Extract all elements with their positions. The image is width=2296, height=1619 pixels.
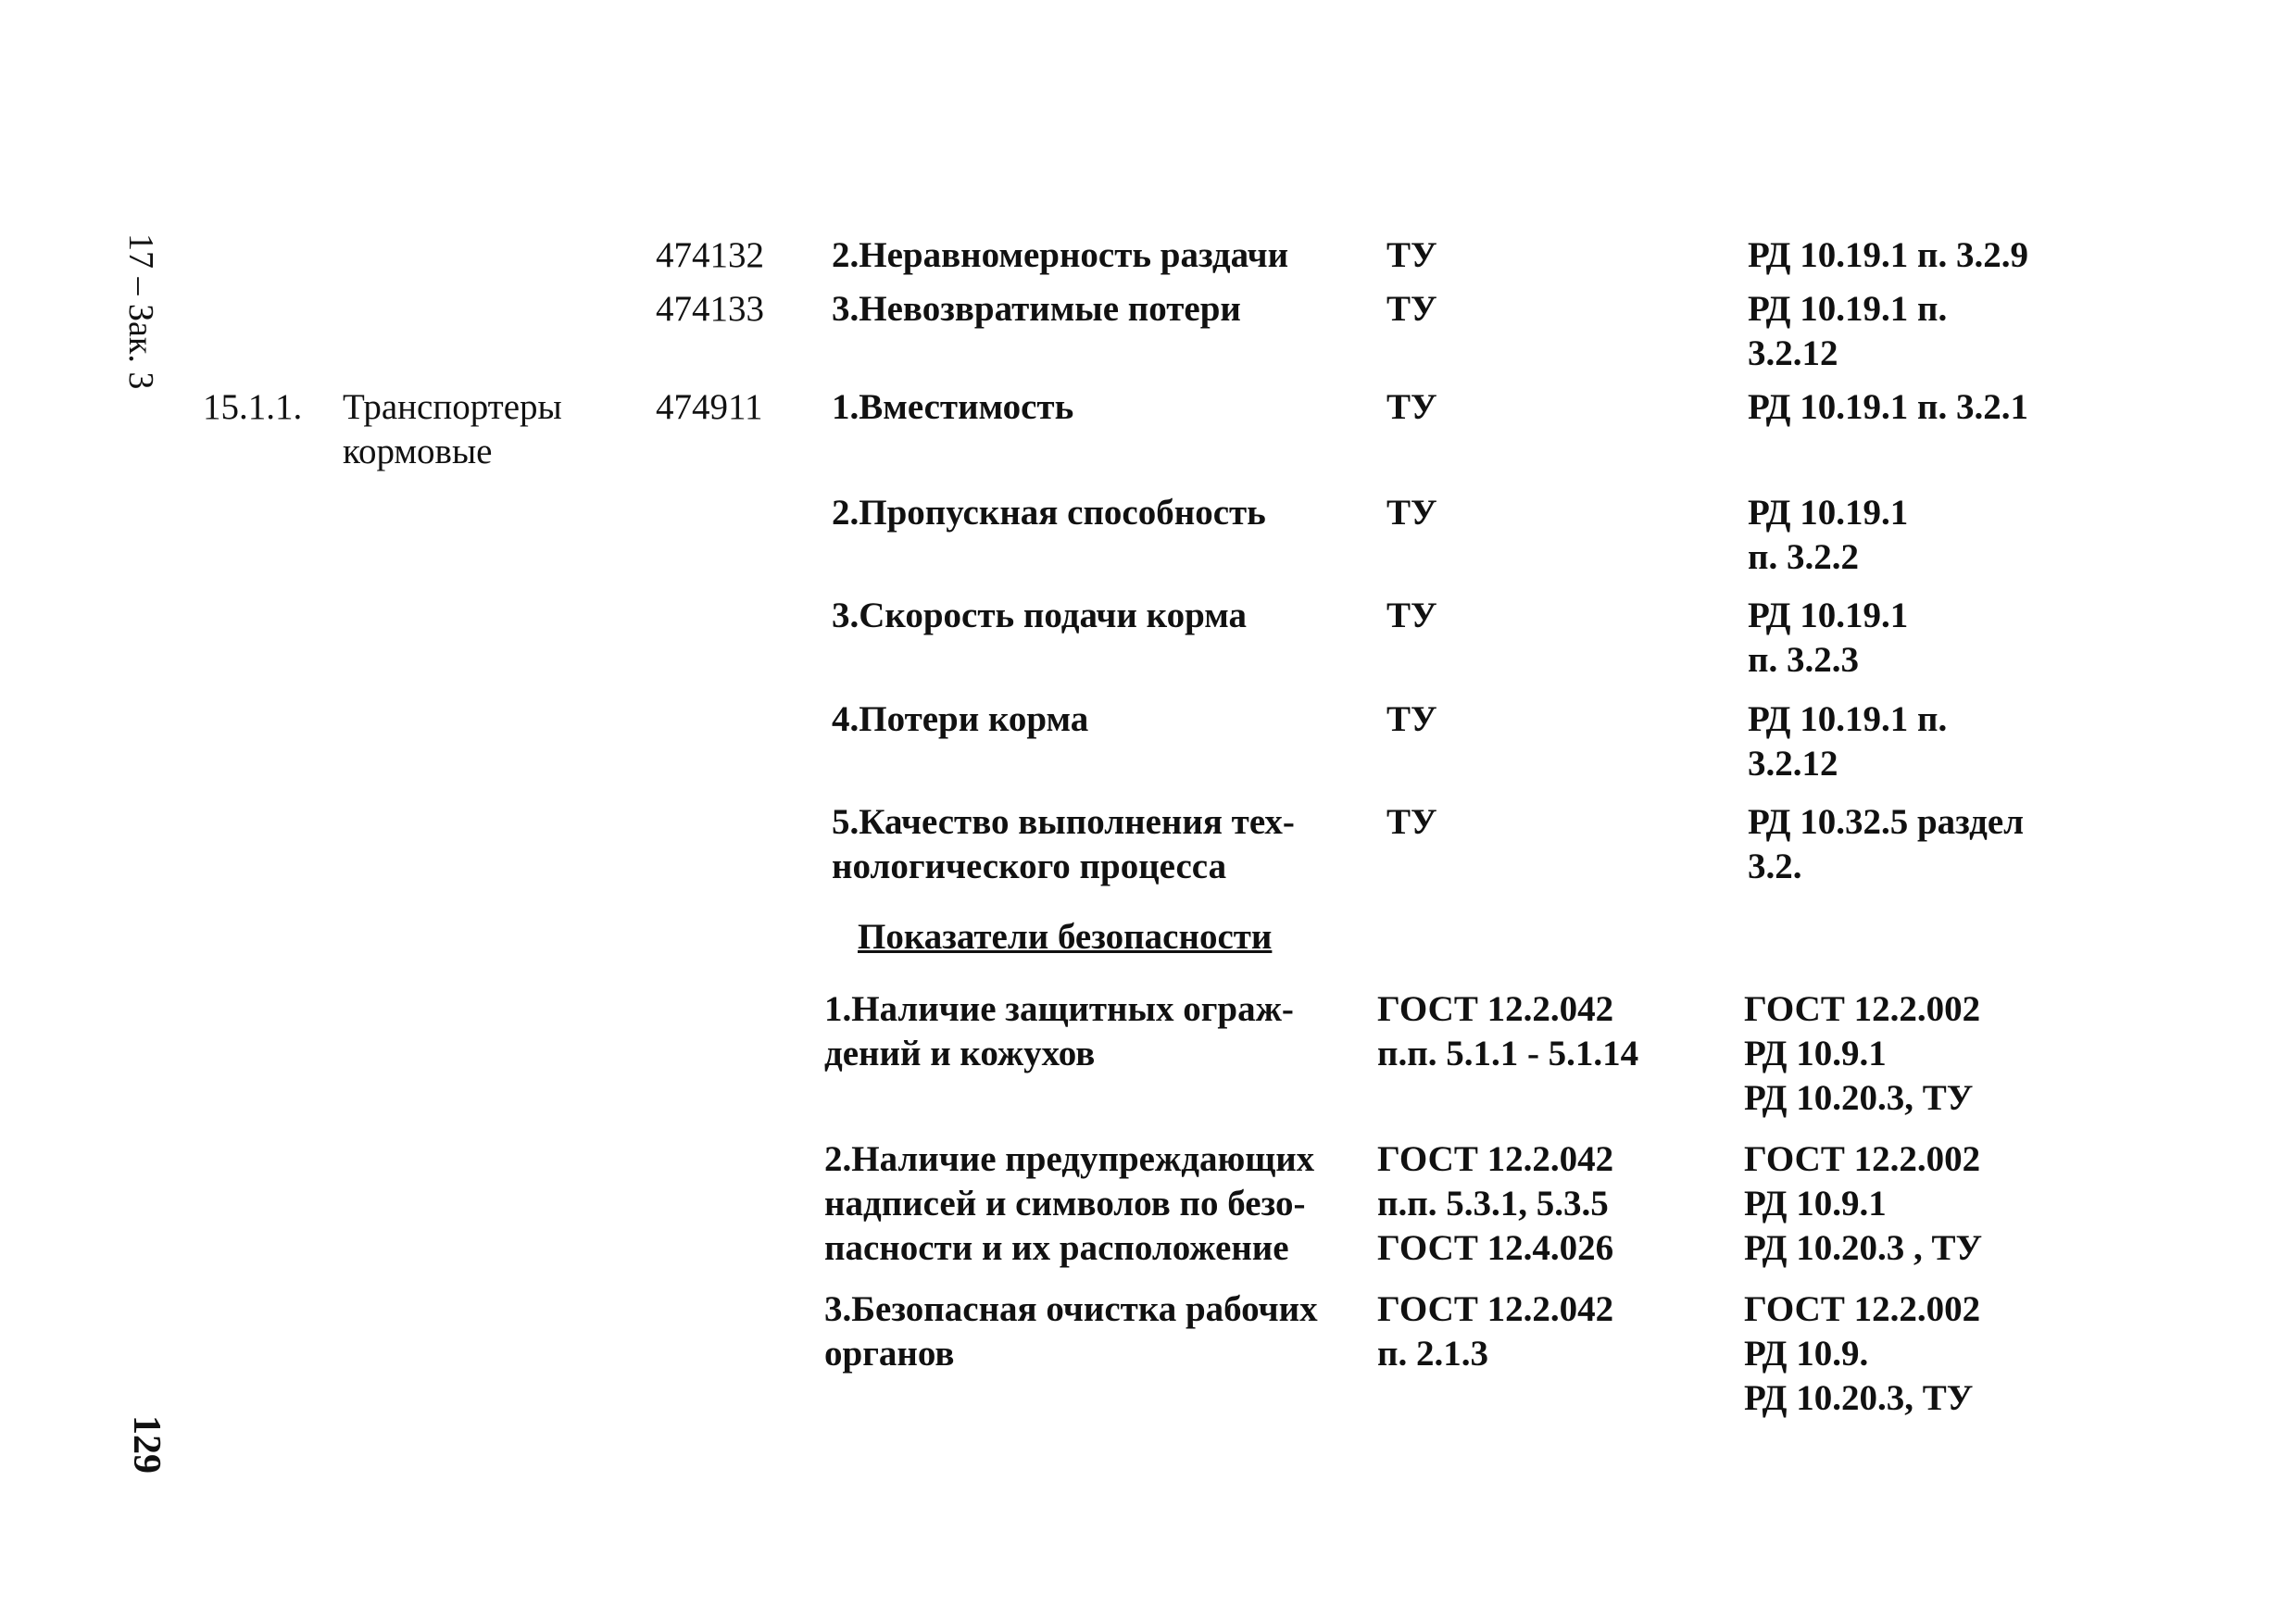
safety-indicator: 2.Наличие предупреждающих надписей и символов по безо- пасности и их расположение: [824, 1139, 1315, 1268]
test-method: РД 10.19.1 п. 3.2.3: [1748, 596, 1909, 680]
item-number: 15.1.1.: [203, 387, 303, 427]
indicator: 4.Потери корма: [832, 699, 1089, 739]
indicator: 1.Вместимость: [832, 387, 1074, 427]
safety-requirement: ГОСТ 12.2.042 п.п. 5.3.1, 5.3.5 ГОСТ 12.4.026: [1377, 1139, 1614, 1268]
requirement: ТУ: [1386, 596, 1437, 635]
page-number: 129: [125, 1415, 168, 1474]
safety-requirement: ГОСТ 12.2.042 п. 2.1.3: [1377, 1289, 1614, 1374]
requirement: ТУ: [1386, 802, 1437, 842]
safety-test-method: ГОСТ 12.2.002 РД 10.9.1 РД 10.20.3 , ТУ: [1744, 1139, 1983, 1268]
item-name: Транспортеры кормовые: [343, 387, 562, 471]
requirement: ТУ: [1386, 493, 1437, 533]
requirement: ТУ: [1386, 699, 1437, 739]
indicator: 5.Качество выполнения тех- нологического процесса: [832, 802, 1295, 886]
item-code: 474133: [656, 289, 764, 329]
safety-indicator: 1.Наличие защитных ограж- дений и кожухов: [824, 989, 1294, 1073]
test-method: РД 10.19.1 п. 3.2.2: [1748, 493, 1909, 577]
indicator: 3.Невозвратимые потери: [832, 289, 1241, 329]
safety-test-method: ГОСТ 12.2.002 РД 10.9.1 РД 10.20.3, ТУ: [1744, 989, 1981, 1118]
test-method: РД 10.19.1 п. 3.2.12: [1748, 289, 1948, 373]
test-method: РД 10.32.5 раздел 3.2.: [1748, 802, 2025, 886]
margin-note: 17 – Зак. 3: [121, 233, 160, 390]
item-code: 474911: [656, 387, 763, 427]
safety-requirement: ГОСТ 12.2.042 п.п. 5.1.1 - 5.1.14: [1377, 989, 1639, 1073]
indicator: 2.Пропускная способность: [832, 493, 1266, 533]
requirement: ТУ: [1386, 289, 1437, 329]
safety-indicator: 3.Безопасная очистка рабочих органов: [824, 1289, 1318, 1374]
test-method: РД 10.19.1 п. 3.2.1: [1748, 387, 2028, 427]
test-method: РД 10.19.1 п. 3.2.12: [1748, 699, 1948, 784]
requirement: ТУ: [1386, 235, 1437, 275]
indicator: 2.Неравномерность раздачи: [832, 235, 1289, 275]
requirement: ТУ: [1386, 387, 1437, 427]
safety-test-method: ГОСТ 12.2.002 РД 10.9. РД 10.20.3, ТУ: [1744, 1289, 1981, 1418]
section-title: Показатели безопасности: [858, 917, 1273, 957]
indicator: 3.Скорость подачи корма: [832, 596, 1247, 635]
test-method: РД 10.19.1 п. 3.2.9: [1748, 235, 2028, 275]
item-code: 474132: [656, 235, 764, 275]
